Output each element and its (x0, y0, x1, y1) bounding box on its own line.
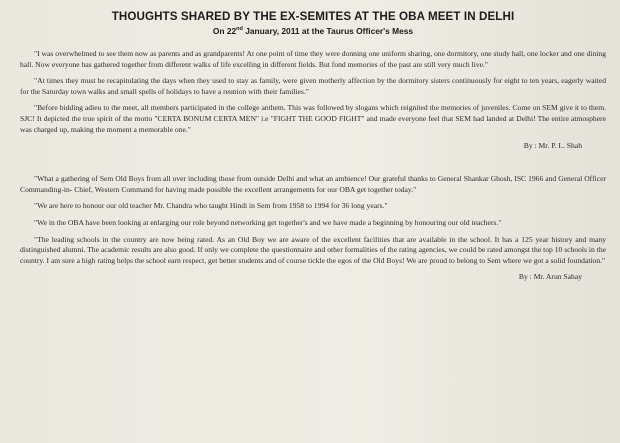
section2-byline: By : Mr. Arun Sahay (518, 272, 582, 282)
section2-paragraph-1: "What a gathering of Sem Old Boys from all over including those from outside Delhi and what an ambience! Our grateful thanks to General Shankar Ghosh, ISC 1966 and General Officer Commanding-in- Chief, Western Command for having made possible the excellent arrangements for our OBA get together today." (20, 174, 606, 194)
section2-paragraph-4: "The leading schools in the country are now being rated. As an Old Boy we are aware of the excellent facilities that are available in the school. It has a 125 year history and many distinguished alumni. The academic results are also good. If only we complete the questionnaire and other formalities of the rating agencies, we could be rated amongst the top 10 schools in the country. I am sure a high rating helps the school earn respect, get better students and of course tickle the egos of the Old Boys! We are proud to belong to Sem where we got a solid foundation." (20, 234, 606, 265)
section1-paragraph-2: "At times they must be recapitulating the days when they used to stay as family, were given motherly affection by the dormitory sisters continuously for eight to ten years, eagerly waited for the Saturday town walks and small spells of holidays to have a reunion with their families." (20, 76, 606, 96)
subtitle-date-prefix: On 22 (212, 26, 237, 36)
section2-paragraph-2: "We are here to honour our old teacher Mr. Chandra who taught Hindi in Sem from 1958 to 1994 for 36 long years." (34, 201, 388, 211)
section-gap (20, 160, 606, 174)
section1-paragraph-1: "I was overwhelmed to see them now as parents and as grandparents! At one point of time they were donning one uniform sharing, one dormitory, one study hall, one locker and one dining hall. Now everyone has gathered together from different walks of life excelling in different fields. But fond memories of the past are still very much live." (20, 49, 606, 69)
section2-paragraph-3: "We in the OBA have been looking at enlarging our role beyond networking get together's and we have made a beginning by honouring our old teachers." (34, 217, 502, 227)
subtitle-event: January, 2011 at the Taurus Officer's Mess (242, 26, 414, 36)
subtitle-date-suffix: nd (236, 26, 243, 33)
page-subtitle (20, 26, 606, 36)
page-title: THOUGHTS SHARED BY THE EX-SEMITES AT THE OBA MEET IN DELHI (111, 10, 515, 23)
section1-paragraph-3: "Before bidding adieu to the meet, all members participated in the college anthem. This was followed by slogans which reignited the memories of juveniles. Come on SEM give it to them. SJC! It depicted the true spirit of the motto "CERTA BONUM CERTA MEN" i.e "FIGHT THE GOOD FIGHT" and made everyone feel that SEM had landed at Delhi! The entire atmosphere was charged up, making the moment a memorable one." (20, 103, 606, 134)
section1-byline: By : Mr. P. L. Shah (523, 141, 582, 151)
